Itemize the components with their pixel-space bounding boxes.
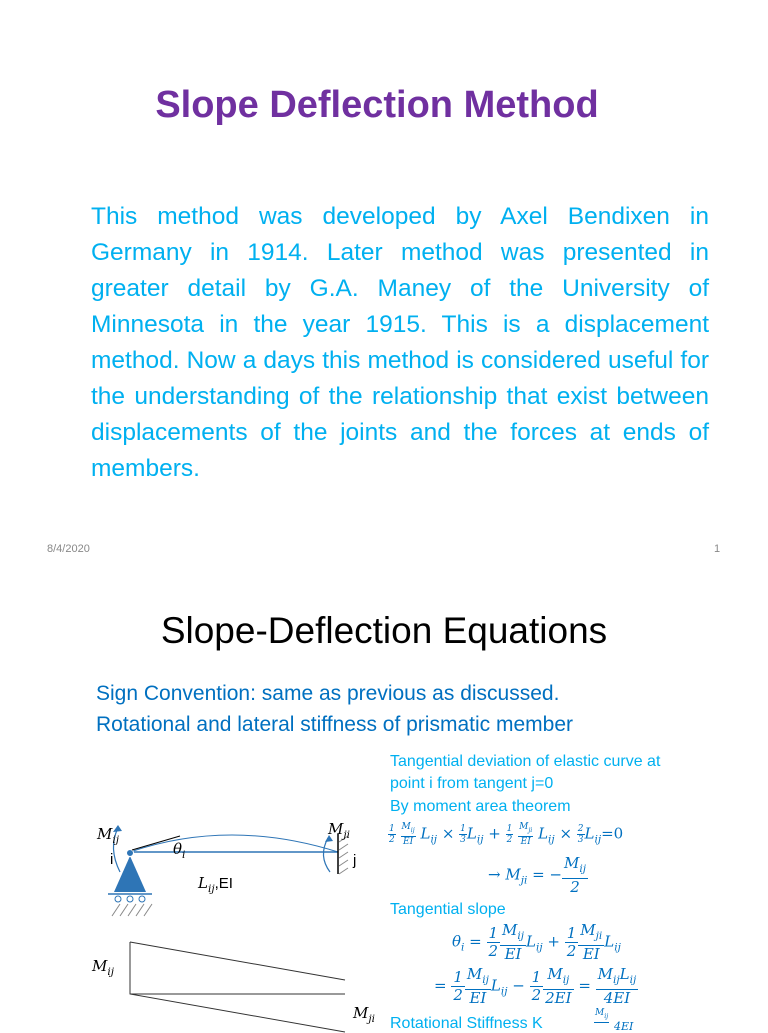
- moment-area-equation: $\frac{1}{2}$ $M_{ij}$ EI $L_{ij}$ × $\frac{1}{3}$ $L_{ij}$ + $\frac{1}{2}$ $M_{ji}$ EI $L_{ij}$ × $\frac{2}{3}$ $L_{ij}=0$: [389, 822, 624, 847]
- bmd-mij-label: $M_{ij}$: [92, 957, 114, 978]
- theta-i-label: $\theta_i$: [173, 840, 186, 861]
- bmd-mji-label: $M_{ji}$: [353, 1004, 375, 1025]
- node-i-label: i: [110, 851, 114, 868]
- slide-2: [0, 572, 768, 1033]
- mji-label: $M_{ji}$: [328, 820, 350, 841]
- subtitle-block: [96, 678, 573, 740]
- theta-expanded-equation: = $\frac{1}{2}$ $M_{ij}$ EI $L_{ij}$ − $\frac{1}{2}$ $M_{ij}$ 2EI = $M_{ij}L_{ij}$ 4EI: [434, 965, 637, 1007]
- bending-moment-diagram: [120, 932, 370, 1032]
- mij-label: $M_{ij}$: [97, 825, 119, 846]
- pin-support: [114, 856, 146, 892]
- moment-arrow-j: [323, 838, 330, 872]
- tangential-slope-text: Tangential slope: [390, 901, 506, 918]
- elastic-curve: [130, 835, 338, 852]
- slide-number: 1: [714, 543, 721, 555]
- slide-date: 8/4/2020: [47, 543, 90, 555]
- sign-convention-text: Sign Convention: same as previous as discussed.: [96, 682, 560, 705]
- theta-equation: $\theta_i$ = $\frac{1}{2}$ $M_{ij}$ EI $L_{ij}$ + $\frac{1}{2}$ $M_{ji}$ EI $L_{ij}$: [452, 921, 621, 963]
- node-j-label: j: [353, 852, 357, 869]
- stiffness-text: Rotational and lateral stiffness of prismatic member: [96, 713, 573, 736]
- slide-title: Slope Deflection Method: [155, 84, 599, 126]
- tangential-deviation-line-1: Tangential deviation of elastic curve at: [390, 753, 661, 770]
- rotational-stiffness-text: Rotational Stiffness K: [390, 1015, 543, 1032]
- mji-result-equation: → $M_{ji}$ = − $M_{ij}$ 2: [488, 854, 586, 896]
- moment-area-text: By moment area theorem: [390, 798, 571, 815]
- slide-title-2: Slope-Deflection Equations: [160, 610, 608, 651]
- length-label: $L_{ij},EI$: [198, 874, 233, 895]
- tangential-deviation-line-2: point i from tangent j=0: [390, 775, 554, 792]
- rotational-stiffness-equation: $M_{ij}$ $_{4EI}$: [595, 1008, 634, 1033]
- intro-paragraph: This method was developed by Axel Bendixen in Germany in 1914. Later method was presented in greater detail by G.A. Maney of the University of Minnesota in the year 1915. This is a displacement method. Now a days this method is considered useful for the understanding of the relationship that exist between displacements of the joints and the forces at ends of members.: [91, 203, 709, 482]
